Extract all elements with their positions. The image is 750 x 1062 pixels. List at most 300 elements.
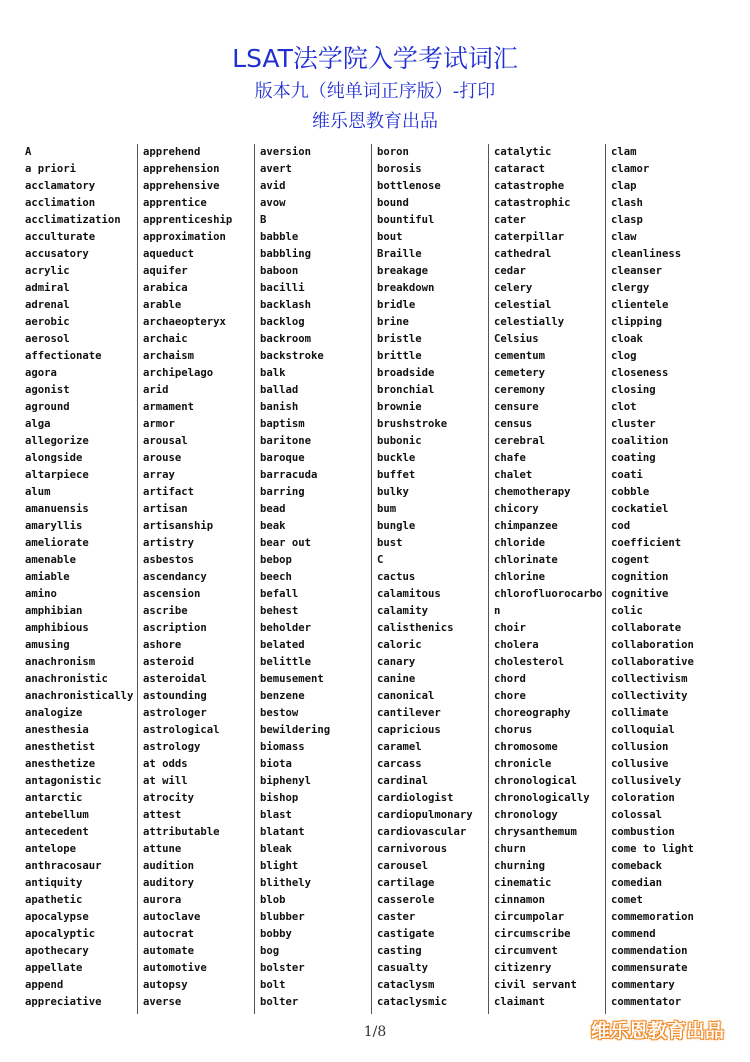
vocab-word: cinnamon bbox=[494, 894, 546, 906]
vocab-word: calamitous bbox=[377, 588, 441, 600]
vocab-word: arouse bbox=[143, 452, 182, 464]
vocab-word: coloration bbox=[611, 792, 675, 804]
vocab-word: censure bbox=[494, 401, 539, 413]
vocab-word: bum bbox=[377, 503, 397, 515]
vocab-word: B bbox=[260, 214, 267, 226]
vocab-word: celery bbox=[494, 282, 533, 294]
vocab-word: A bbox=[25, 146, 32, 158]
vocab-word: aquifer bbox=[143, 265, 188, 277]
vocab-word: bewildering bbox=[260, 724, 331, 736]
vocab-word: armament bbox=[143, 401, 195, 413]
vocab-word: attest bbox=[143, 809, 182, 821]
vocab-word: arable bbox=[143, 299, 182, 311]
vocab-word: carcass bbox=[377, 758, 422, 770]
vocab-word: buffet bbox=[377, 469, 416, 481]
vocab-word: biphenyl bbox=[260, 775, 312, 787]
vocab-word: baptism bbox=[260, 418, 305, 430]
vocab-word: antebellum bbox=[25, 809, 89, 821]
vocab-word: anachronistically bbox=[25, 690, 134, 702]
vocab-word: apprehend bbox=[143, 146, 201, 158]
vocab-word: apocalyptic bbox=[25, 928, 96, 940]
vocab-word: bolt bbox=[260, 979, 286, 991]
vocab-word: bleak bbox=[260, 843, 292, 855]
vocab-word: collaborate bbox=[611, 622, 682, 634]
vocab-word: combustion bbox=[611, 826, 675, 838]
vocab-word: collaborative bbox=[611, 656, 694, 668]
vocab-word: civil servant bbox=[494, 979, 577, 991]
vocab-word: chore bbox=[494, 690, 526, 702]
vocab-word: chorus bbox=[494, 724, 533, 736]
vocab-word: cogent bbox=[611, 554, 650, 566]
vocab-word: ascendancy bbox=[143, 571, 207, 583]
vocab-word: cognitive bbox=[611, 588, 669, 600]
vocab-word: clot bbox=[611, 401, 637, 413]
vocab-word: amanuensis bbox=[25, 503, 89, 515]
vocab-word: biomass bbox=[260, 741, 305, 753]
vocab-word: arabica bbox=[143, 282, 188, 294]
vocab-word: acclimatization bbox=[25, 214, 121, 226]
vocab-word: comeback bbox=[611, 860, 663, 872]
vocab-word: chlorinate bbox=[494, 554, 558, 566]
publisher-line: 维乐恩教育出品 bbox=[312, 111, 438, 132]
vocab-word: ascension bbox=[143, 588, 201, 600]
vocab-word: belated bbox=[260, 639, 305, 651]
vocab-word: catastrophe bbox=[494, 180, 565, 192]
vocab-word: come to light bbox=[611, 843, 694, 855]
vocab-word: approximation bbox=[143, 231, 226, 243]
vocab-word: bungle bbox=[377, 520, 416, 532]
vocab-word: acrylic bbox=[25, 265, 70, 277]
vocab-word: beak bbox=[260, 520, 286, 532]
vocab-word: bemusement bbox=[260, 673, 324, 685]
vocab-word: commendation bbox=[611, 945, 688, 957]
vocab-word: closing bbox=[611, 384, 656, 396]
vocab-word: avert bbox=[260, 163, 292, 175]
vocab-word: agonist bbox=[25, 384, 70, 396]
vocab-word: arousal bbox=[143, 435, 188, 447]
vocab-word: aqueduct bbox=[143, 248, 195, 260]
vocab-word: array bbox=[143, 469, 175, 481]
vocab-word: banish bbox=[260, 401, 299, 413]
vocab-word: bronchial bbox=[377, 384, 435, 396]
vocab-word: claimant bbox=[494, 996, 546, 1008]
vocab-word: bulky bbox=[377, 486, 409, 498]
vocab-word: churning bbox=[494, 860, 546, 872]
vocab-word: brushstroke bbox=[377, 418, 448, 430]
vocab-word: clam bbox=[611, 146, 637, 158]
vocab-word: caterpillar bbox=[494, 231, 565, 243]
vocab-word: cognition bbox=[611, 571, 669, 583]
vocab-word: attune bbox=[143, 843, 182, 855]
vocab-word: anachronistic bbox=[25, 673, 108, 685]
vocab-word: clipping bbox=[611, 316, 663, 328]
vocab-word: a priori bbox=[25, 163, 77, 175]
vocab-word: avid bbox=[260, 180, 286, 192]
vocab-word: barring bbox=[260, 486, 305, 498]
vocab-word: babble bbox=[260, 231, 299, 243]
vocab-word: collectivism bbox=[611, 673, 688, 685]
vocab-word: chloride bbox=[494, 537, 546, 549]
vocab-word: brine bbox=[377, 316, 409, 328]
vocab-word: averse bbox=[143, 996, 182, 1008]
vocab-word: acclimation bbox=[25, 197, 96, 209]
vocab-word: artifact bbox=[143, 486, 195, 498]
vocab-word: behest bbox=[260, 605, 299, 617]
vocab-word: brittle bbox=[377, 350, 422, 362]
vocab-word: brownie bbox=[377, 401, 422, 413]
vocab-word: comedian bbox=[611, 877, 663, 889]
vocab-word: bear out bbox=[260, 537, 312, 549]
vocab-word: cater bbox=[494, 214, 526, 226]
word-column-4 bbox=[371, 144, 486, 1014]
vocab-word: avow bbox=[260, 197, 286, 209]
watermark-logo: 维乐恩教育出品 bbox=[591, 1020, 725, 1042]
vocab-word: circumvent bbox=[494, 945, 558, 957]
vocab-word: blight bbox=[260, 860, 299, 872]
vocab-word: armor bbox=[143, 418, 175, 430]
vocab-word: apathetic bbox=[25, 894, 83, 906]
vocab-word: apprehension bbox=[143, 163, 220, 175]
vocab-word: commemoration bbox=[611, 911, 694, 923]
vocab-word: bolster bbox=[260, 962, 305, 974]
vocab-word: backlash bbox=[260, 299, 312, 311]
vocab-word: befall bbox=[260, 588, 299, 600]
vocab-word: clash bbox=[611, 197, 643, 209]
vocab-word: clap bbox=[611, 180, 637, 192]
vocab-word: canine bbox=[377, 673, 416, 685]
vocab-word: autopsy bbox=[143, 979, 188, 991]
vocab-word: adrenal bbox=[25, 299, 70, 311]
vocab-word: clamor bbox=[611, 163, 650, 175]
vocab-word: antelope bbox=[25, 843, 77, 855]
vocab-word: anesthesia bbox=[25, 724, 89, 736]
vocab-word: C bbox=[377, 554, 384, 566]
vocab-word: babbling bbox=[260, 248, 312, 260]
vocab-word: cockatiel bbox=[611, 503, 669, 515]
vocab-word: autocrat bbox=[143, 928, 195, 940]
vocab-word: alongside bbox=[25, 452, 83, 464]
vocab-word: apprehensive bbox=[143, 180, 220, 192]
vocab-word: blast bbox=[260, 809, 292, 821]
vocab-word: cardiologist bbox=[377, 792, 454, 804]
vocab-word: ballad bbox=[260, 384, 299, 396]
vocab-word: astrology bbox=[143, 741, 201, 753]
vocab-word: calamity bbox=[377, 605, 429, 617]
vocab-word: acclamatory bbox=[25, 180, 96, 192]
vocab-word: bridle bbox=[377, 299, 416, 311]
vocab-word: cardiovascular bbox=[377, 826, 467, 838]
vocab-word: bebop bbox=[260, 554, 292, 566]
vocab-word: appreciative bbox=[25, 996, 102, 1008]
word-column-6 bbox=[605, 144, 720, 1014]
vocab-word: backstroke bbox=[260, 350, 324, 362]
vocab-word: autoclave bbox=[143, 911, 201, 923]
vocab-word: admiral bbox=[25, 282, 70, 294]
vocab-word: clergy bbox=[611, 282, 650, 294]
vocab-word: audition bbox=[143, 860, 195, 872]
vocab-word: cactus bbox=[377, 571, 416, 583]
vocab-word: auditory bbox=[143, 877, 195, 889]
vocab-word: carousel bbox=[377, 860, 429, 872]
vocab-word: amusing bbox=[25, 639, 70, 651]
vocab-word: cerebral bbox=[494, 435, 546, 447]
vocab-word: catastrophic bbox=[494, 197, 571, 209]
vocab-word: choir bbox=[494, 622, 526, 634]
vocab-word: clog bbox=[611, 350, 637, 362]
vocab-word: bacilli bbox=[260, 282, 305, 294]
vocab-word: clientele bbox=[611, 299, 669, 311]
vocab-word: balk bbox=[260, 367, 286, 379]
vocab-word: automate bbox=[143, 945, 195, 957]
vocab-word: broadside bbox=[377, 367, 435, 379]
document-title: LSAT法学院入学考试词汇 bbox=[232, 44, 518, 73]
vocab-word: cluster bbox=[611, 418, 656, 430]
vocab-word: cobble bbox=[611, 486, 650, 498]
vocab-word: cartilage bbox=[377, 877, 435, 889]
vocab-word: asbestos bbox=[143, 554, 195, 566]
vocab-word: bountiful bbox=[377, 214, 435, 226]
vocab-word: circumpolar bbox=[494, 911, 565, 923]
vocab-word: aversion bbox=[260, 146, 312, 158]
vocab-word: archaism bbox=[143, 350, 195, 362]
vocab-word: chrysanthemum bbox=[494, 826, 577, 838]
vocab-word: astounding bbox=[143, 690, 207, 702]
vocab-word: cardiopulmonary bbox=[377, 809, 473, 821]
vocab-word: amaryllis bbox=[25, 520, 83, 532]
vocab-word: alga bbox=[25, 418, 51, 430]
vocab-word: aerobic bbox=[25, 316, 70, 328]
vocab-word: colic bbox=[611, 605, 643, 617]
vocab-word: anesthetist bbox=[25, 741, 96, 753]
vocab-word: commentator bbox=[611, 996, 682, 1008]
vocab-word: blithely bbox=[260, 877, 312, 889]
vocab-word: aurora bbox=[143, 894, 182, 906]
vocab-word: boron bbox=[377, 146, 409, 158]
vocab-word: chalet bbox=[494, 469, 533, 481]
vocab-word: apocalypse bbox=[25, 911, 89, 923]
vocab-word: casualty bbox=[377, 962, 429, 974]
vocab-word: breakage bbox=[377, 265, 429, 277]
vocab-word: breakdown bbox=[377, 282, 435, 294]
vocab-word: archipelago bbox=[143, 367, 214, 379]
vocab-word: ceremony bbox=[494, 384, 546, 396]
vocab-word: cardinal bbox=[377, 775, 429, 787]
vocab-word: cinematic bbox=[494, 877, 552, 889]
word-column-3 bbox=[254, 144, 369, 1014]
vocab-word: caster bbox=[377, 911, 416, 923]
vocab-word: cedar bbox=[494, 265, 526, 277]
vocab-word: acculturate bbox=[25, 231, 96, 243]
vocab-word: ascription bbox=[143, 622, 207, 634]
vocab-word: belittle bbox=[260, 656, 312, 668]
vocab-word: coati bbox=[611, 469, 643, 481]
vocab-word: cholesterol bbox=[494, 656, 565, 668]
vocab-word: cementum bbox=[494, 350, 546, 362]
vocab-word: collaboration bbox=[611, 639, 694, 651]
vocab-word: cataclysmic bbox=[377, 996, 448, 1008]
vocab-word: arid bbox=[143, 384, 169, 396]
vocab-word: appellate bbox=[25, 962, 83, 974]
vocab-word: altarpiece bbox=[25, 469, 89, 481]
vocab-word: attributable bbox=[143, 826, 220, 838]
vocab-word: chromosome bbox=[494, 741, 558, 753]
vocab-word: amino bbox=[25, 588, 57, 600]
vocab-word: casting bbox=[377, 945, 422, 957]
vocab-word: claw bbox=[611, 231, 637, 243]
vocab-word: bead bbox=[260, 503, 286, 515]
vocab-word: chicory bbox=[494, 503, 539, 515]
vocab-word: amphibian bbox=[25, 605, 83, 617]
vocab-word: benzene bbox=[260, 690, 305, 702]
vocab-word: at will bbox=[143, 775, 188, 787]
vocab-word: amenable bbox=[25, 554, 77, 566]
vocab-word: baritone bbox=[260, 435, 312, 447]
vocab-word: anthracosaur bbox=[25, 860, 102, 872]
vocab-word: bound bbox=[377, 197, 409, 209]
page-number: 1/8 bbox=[363, 1024, 387, 1040]
vocab-word: at odds bbox=[143, 758, 188, 770]
document-header bbox=[0, 42, 750, 136]
vocab-word: coating bbox=[611, 452, 656, 464]
vocab-word: canary bbox=[377, 656, 416, 668]
vocab-word: artistry bbox=[143, 537, 195, 549]
vocab-word: antarctic bbox=[25, 792, 83, 804]
vocab-word: collusively bbox=[611, 775, 682, 787]
vocab-word: automotive bbox=[143, 962, 207, 974]
vocab-word: comet bbox=[611, 894, 643, 906]
vocab-word: blob bbox=[260, 894, 286, 906]
vocab-word: beholder bbox=[260, 622, 312, 634]
vocab-word: aerosol bbox=[25, 333, 70, 345]
vocab-word: chimpanzee bbox=[494, 520, 558, 532]
vocab-word: beech bbox=[260, 571, 292, 583]
vocab-word: apprenticeship bbox=[143, 214, 233, 226]
vocab-word: artisanship bbox=[143, 520, 214, 532]
vocab-word: celestially bbox=[494, 316, 565, 328]
vocab-word: apprentice bbox=[143, 197, 207, 209]
vocab-word: cantilever bbox=[377, 707, 441, 719]
vocab-word: biota bbox=[260, 758, 292, 770]
document-subtitle: 版本九（纯单词正序版）-打印 bbox=[254, 81, 496, 102]
vocab-word: bubonic bbox=[377, 435, 422, 447]
vocab-word: allegorize bbox=[25, 435, 89, 447]
vocab-word: asteroidal bbox=[143, 673, 207, 685]
vocab-word: chlorine bbox=[494, 571, 546, 583]
vocab-word: coefficient bbox=[611, 537, 682, 549]
vocab-word: cod bbox=[611, 520, 631, 532]
vocab-word: buckle bbox=[377, 452, 416, 464]
vocab-word: cholera bbox=[494, 639, 539, 651]
vocab-word: Braille bbox=[377, 248, 422, 260]
vocab-word: collusion bbox=[611, 741, 669, 753]
vocab-word: amphibious bbox=[25, 622, 89, 634]
vocab-word: agora bbox=[25, 367, 57, 379]
vocab-word: bobby bbox=[260, 928, 292, 940]
vocab-word: ameliorate bbox=[25, 537, 89, 549]
vocab-word: bestow bbox=[260, 707, 299, 719]
vocab-word: Celsius bbox=[494, 333, 539, 345]
word-columns bbox=[20, 144, 728, 1014]
vocab-word: barracuda bbox=[260, 469, 318, 481]
vocab-word: closeness bbox=[611, 367, 669, 379]
vocab-word: cloak bbox=[611, 333, 643, 345]
vocab-word: blubber bbox=[260, 911, 305, 923]
vocab-word: aground bbox=[25, 401, 70, 413]
vocab-word: castigate bbox=[377, 928, 435, 940]
vocab-word: collimate bbox=[611, 707, 669, 719]
vocab-word: circumscribe bbox=[494, 928, 571, 940]
vocab-word: census bbox=[494, 418, 533, 430]
vocab-word: astrological bbox=[143, 724, 220, 736]
vocab-word: antiquity bbox=[25, 877, 83, 889]
vocab-word: bog bbox=[260, 945, 280, 957]
vocab-word: append bbox=[25, 979, 64, 991]
vocab-word: cathedral bbox=[494, 248, 552, 260]
vocab-word: cleanliness bbox=[611, 248, 682, 260]
vocab-word: cleanser bbox=[611, 265, 663, 277]
vocab-word: commend bbox=[611, 928, 656, 940]
vocab-word: bolter bbox=[260, 996, 299, 1008]
vocab-word: atrocity bbox=[143, 792, 195, 804]
word-column-2 bbox=[137, 144, 252, 1014]
vocab-word: chronicle bbox=[494, 758, 552, 770]
vocab-word: bottlenose bbox=[377, 180, 441, 192]
word-column-1 bbox=[20, 144, 134, 1014]
vocab-word: backlog bbox=[260, 316, 305, 328]
vocab-word: cataract bbox=[494, 163, 546, 175]
vocab-word: affectionate bbox=[25, 350, 102, 362]
vocab-word: archaeopteryx bbox=[143, 316, 226, 328]
vocab-word: caloric bbox=[377, 639, 422, 651]
vocab-word: bristle bbox=[377, 333, 422, 345]
vocab-word: coalition bbox=[611, 435, 669, 447]
vocab-word: baboon bbox=[260, 265, 299, 277]
vocab-word: celestial bbox=[494, 299, 552, 311]
vocab-word: bust bbox=[377, 537, 403, 549]
vocab-word: anesthetize bbox=[25, 758, 96, 770]
vocab-word: accusatory bbox=[25, 248, 89, 260]
vocab-word: choreography bbox=[494, 707, 571, 719]
vocab-word: collectivity bbox=[611, 690, 688, 702]
vocab-word: chronological bbox=[494, 775, 577, 787]
vocab-word: ascribe bbox=[143, 605, 188, 617]
vocab-word: catalytic bbox=[494, 146, 552, 158]
vocab-word: astrologer bbox=[143, 707, 207, 719]
vocab-word: backroom bbox=[260, 333, 312, 345]
vocab-word: churn bbox=[494, 843, 526, 855]
vocab-word: asteroid bbox=[143, 656, 195, 668]
vocab-word: antecedent bbox=[25, 826, 89, 838]
vocab-word: caramel bbox=[377, 741, 422, 753]
vocab-word: commensurate bbox=[611, 962, 688, 974]
vocab-word: canonical bbox=[377, 690, 435, 702]
vocab-word: colloquial bbox=[611, 724, 675, 736]
vocab-word: colossal bbox=[611, 809, 663, 821]
vocab-word: n bbox=[494, 605, 501, 617]
vocab-word: citizenry bbox=[494, 962, 552, 974]
vocab-word: archaic bbox=[143, 333, 188, 345]
vocab-word: ashore bbox=[143, 639, 182, 651]
vocab-word: clasp bbox=[611, 214, 643, 226]
vocab-word: chemotherapy bbox=[494, 486, 571, 498]
vocab-word: analogize bbox=[25, 707, 83, 719]
vocab-word: anachronism bbox=[25, 656, 96, 668]
vocab-word: chronology bbox=[494, 809, 558, 821]
vocab-word: chronologically bbox=[494, 792, 590, 804]
vocab-word: capricious bbox=[377, 724, 441, 736]
vocab-word: artisan bbox=[143, 503, 188, 515]
vocab-word: bishop bbox=[260, 792, 299, 804]
